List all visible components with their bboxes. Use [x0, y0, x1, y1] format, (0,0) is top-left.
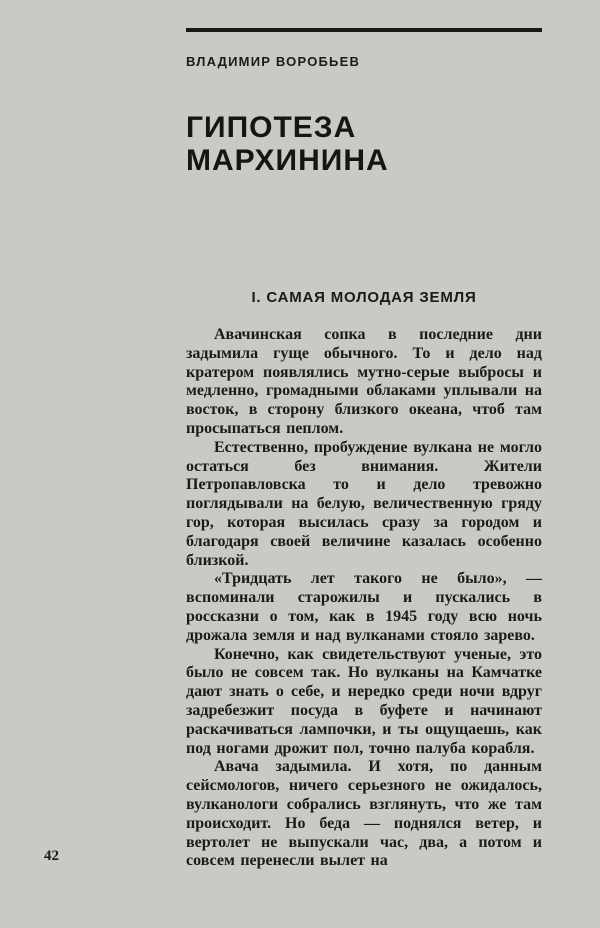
paragraph: «Тридцать лет такого не было», — вспоминали старожилы и пускались в россказни о том, как в 1945 году всю ночь дрожала земля и над вулканами стояло зарево.: [186, 570, 542, 644]
book-title-line-2: МАРХИНИНА: [186, 144, 389, 177]
top-rule-divider: [186, 28, 542, 32]
paragraph: Естественно, пробуждение вулкана не могло остаться без внимания. Жители Петропавловска то и дело тревожно поглядывали на белую, величественную гряду гор, которая высилась сразу за городом и благодаря своей величине казалась особенно близкой.: [186, 438, 542, 569]
author-name: ВЛАДИМИР ВОРОБЬЕВ: [186, 54, 361, 69]
book-title: [186, 111, 542, 177]
paragraph: Авачинская сопка в последние дни задымила гуще обычного. То и дело над кратером появлялись мутно-серые выбросы и медленно, громадными облаками уплывали на восток, в сторону близкого океана, чтоб там просыпаться пеплом.: [186, 326, 542, 437]
text-column: [186, 28, 542, 871]
body-text: [186, 326, 542, 871]
paragraph: Конечно, как свидетельствуют ученые, это было не совсем так. Но вулканы на Камчатке дают знать о себе, и нередко среди ночи вдруг задребезжит посуда в буфете и начинают раскачиваться лампочки, и ты ощущаешь, как под ногами дрожит пол, точно палуба корабля.: [186, 645, 542, 757]
book-title-line-1: ГИПОТЕЗА: [186, 111, 357, 144]
paragraph: Авача задымила. И хотя, по данным сейсмологов, ничего серьезного не ожидалось, вулканологи собрались взглянуть, что же там происходит. Но беда — поднялся ветер, и вертолет не выпускали час, два, а потом и совсем перенесли вылет на: [186, 758, 542, 870]
page-number: 42: [44, 848, 59, 864]
chapter-heading: I. САМАЯ МОЛОДАЯ ЗЕМЛЯ: [251, 289, 477, 306]
